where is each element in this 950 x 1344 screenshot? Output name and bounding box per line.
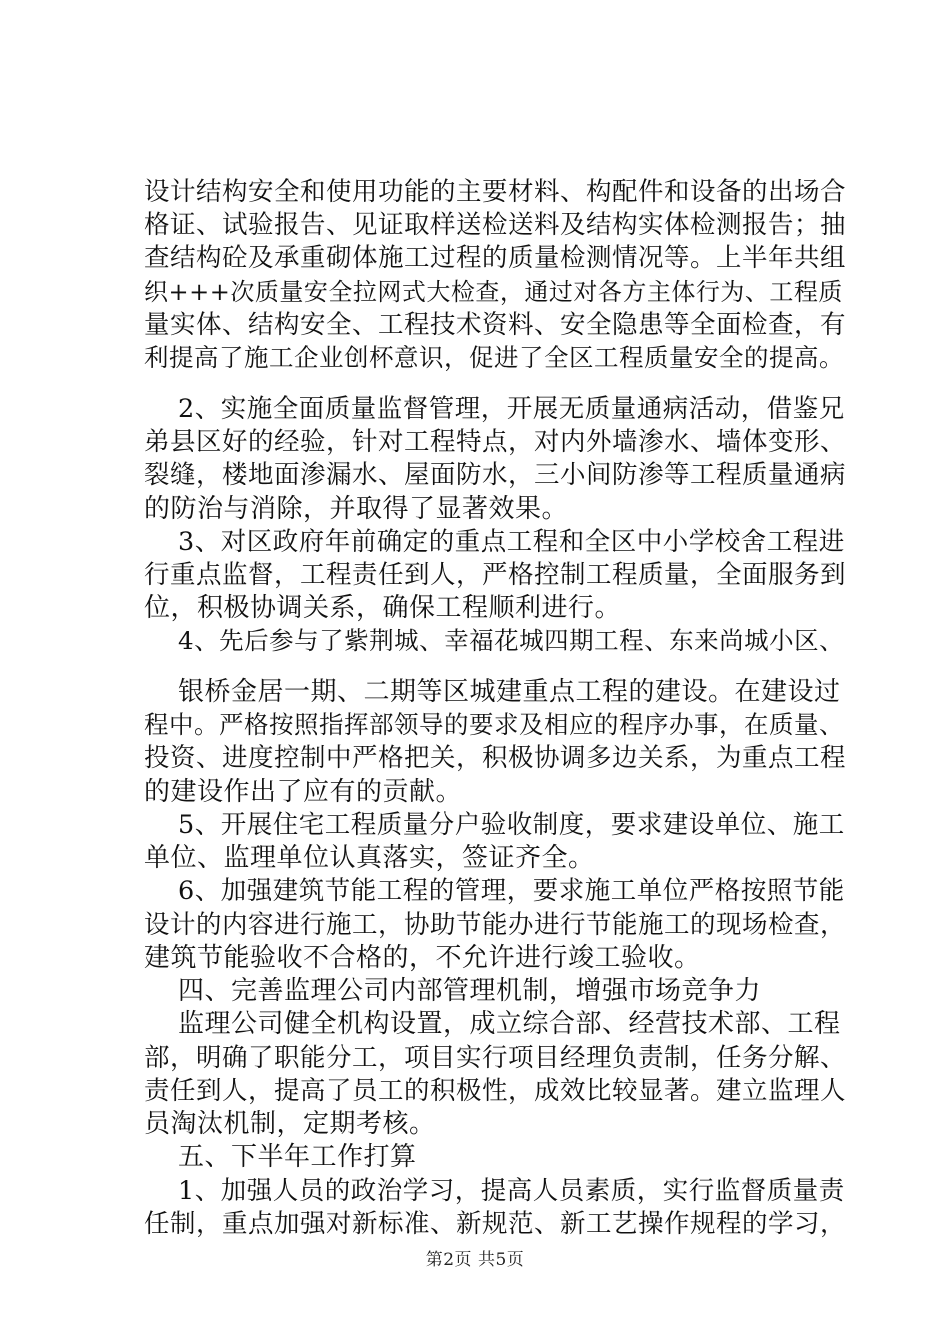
- text-line: 织+++次质量安全拉网式大检查，通过对各方主体行为、工程质: [144, 278, 843, 306]
- paragraph-start: 5、开展住宅工程质量分户验收制度，要求建设单位、施工: [178, 810, 845, 840]
- paragraph-start: 银桥金居一期、二期等区城建重点工程的建设。在建设过: [178, 677, 841, 707]
- paragraph-start: 监理公司健全机构设置，成立综合部、经营技术部、工程: [178, 1009, 841, 1039]
- paragraph-start: 4、先后参与了紫荆城、幸福花城四期工程、东来尚城小区、: [178, 626, 845, 655]
- text-line: 任制，重点加强对新标准、新规范、新工艺操作规程的学习，: [144, 1209, 847, 1239]
- text-line: 利提高了施工企业创杯意识，促进了全区工程质量安全的提高。: [144, 343, 844, 372]
- text-line: 弟县区好的经验，针对工程特点，对内外墙渗水、墙体变形、: [144, 427, 847, 457]
- text-line: 行重点监督，工程责任到人，严格控制工程质量，全面服务到: [144, 560, 847, 590]
- text-line: 部，明确了职能分工，项目实行项目经理负责制，任务分解、: [144, 1043, 847, 1073]
- paragraph-start: 2、实施全面质量监督管理，开展无质量通病活动，借鉴兄: [178, 394, 845, 424]
- text-line: 建筑节能验收不合格的，不允许进行竣工验收。: [144, 943, 701, 973]
- section-heading: 四、完善监理公司内部管理机制，增强市场竞争力: [178, 976, 762, 1006]
- text-line: 的建设作出了应有的贡献。: [144, 777, 463, 807]
- text-line: 位，积极协调关系，确保工程顺利进行。: [144, 593, 622, 623]
- paragraph-start: 6、加强建筑节能工程的管理，要求施工单位严格按照节能: [178, 876, 845, 906]
- text-line: 裂缝，楼地面渗漏水、屋面防水，三小间防渗等工程质量通病: [144, 460, 847, 490]
- text-line: 格证、试验报告、见证取样送检送料及结构实体检测报告；抽: [144, 210, 847, 240]
- text-line: 设计的内容进行施工，协助节能办进行节能施工的现场检查，: [144, 910, 847, 940]
- text-line: 查结构砼及承重砌体施工过程的质量检测情况等。上半年共组: [144, 243, 847, 273]
- text-line: 量实体、结构安全、工程技术资料、安全隐患等全面检查，有: [144, 310, 847, 340]
- paragraph-start: 1、加强人员的政治学习，提高人员素质，实行监督质量责: [178, 1176, 845, 1206]
- text-line: 程中。严格按照指挥部领导的要求及相应的程序办事，在质量、: [144, 710, 844, 739]
- section-heading: 五、下半年工作打算: [178, 1142, 417, 1172]
- text-line: 投资、进度控制中严格把关，积极协调多边关系，为重点工程: [144, 743, 847, 773]
- text-line: 的防治与消除，并取得了显著效果。: [144, 494, 569, 524]
- text-line: 员淘汰机制，定期考核。: [144, 1109, 436, 1139]
- paragraph-start: 3、对区政府年前确定的重点工程和全区中小学校舍工程进: [178, 527, 845, 557]
- page-number: 第2页 共5页: [425, 1250, 525, 1270]
- text-line: 单位、监理单位认真落实，签证齐全。: [144, 843, 595, 873]
- text-line: 责任到人，提高了员工的积极性，成效比较显著。建立监理人: [144, 1076, 847, 1106]
- text-line: 设计结构安全和使用功能的主要材料、构配件和设备的出场合: [144, 177, 847, 207]
